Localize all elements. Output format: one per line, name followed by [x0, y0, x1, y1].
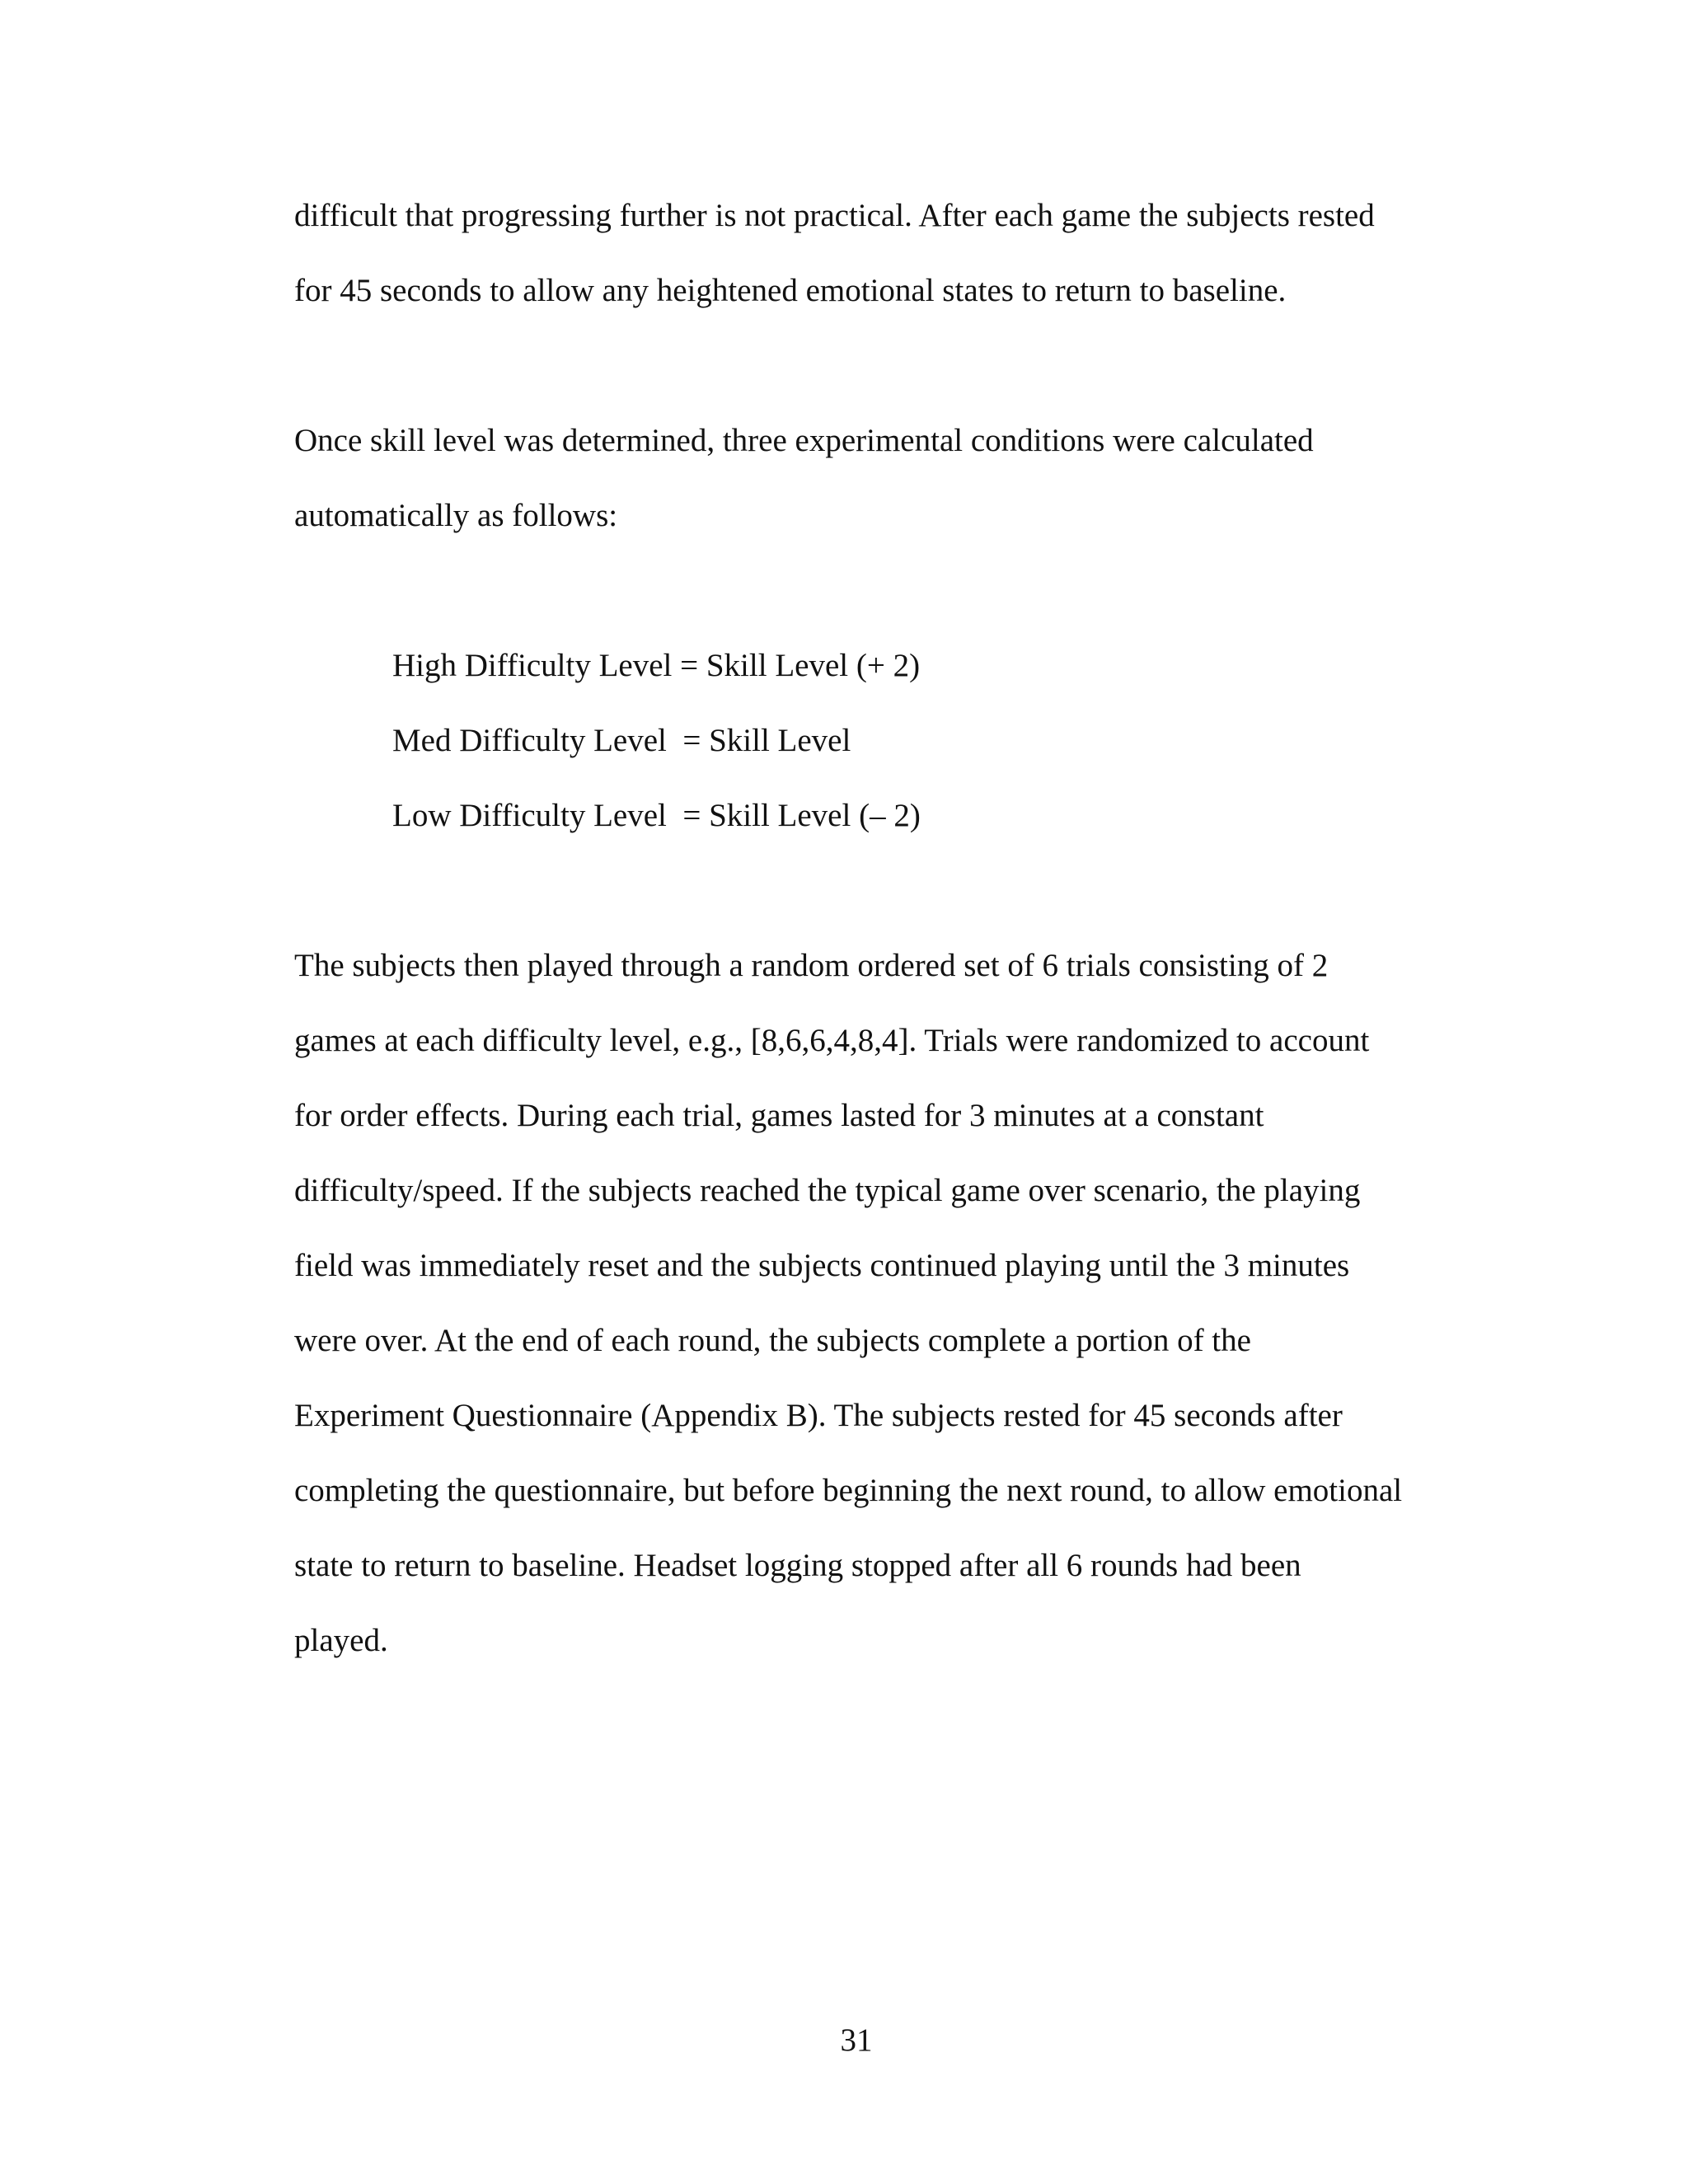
formula-high: [392, 628, 921, 703]
paragraph-line: difficult that progressing further is not practical. After each game the subjects rested: [294, 198, 1375, 233]
paragraph-line: The subjects then played through a random ordered set of 6 trials consisting of 2: [294, 948, 1329, 983]
paragraph-continuation: [294, 178, 1448, 328]
formula-low: [392, 778, 921, 853]
paragraph-line: for 45 seconds to allow any heightened emotional states to return to baseline.: [294, 273, 1287, 308]
paragraph-line: field was immediately reset and the subjects continued playing until the 3 minutes: [294, 1248, 1350, 1283]
formula-label: High Difficulty Level: [392, 648, 673, 683]
formula-label: Low Difficulty Level: [392, 798, 675, 833]
formula-equation: = Skill Level (– 2): [682, 798, 921, 833]
paragraph-line: state to return to baseline. Headset logging stopped after all 6 rounds had been: [294, 1548, 1301, 1583]
paragraph-line: were over. At the end of each round, the subjects complete a portion of the: [294, 1323, 1251, 1358]
paragraph-line: played.: [294, 1623, 388, 1658]
formula-med: [392, 703, 921, 778]
paragraph-line: automatically as follows:: [294, 498, 618, 533]
formula-equation: = Skill Level: [682, 723, 851, 758]
paragraph-line: Once skill level was determined, three experimental conditions were calculated: [294, 423, 1314, 458]
paragraph-line: difficulty/speed. If the subjects reached the typical game over scenario, the playing: [294, 1173, 1361, 1208]
paragraph-line: for order effects. During each trial, games lasted for 3 minutes at a constant: [294, 1098, 1264, 1133]
formula-label: Med Difficulty Level: [392, 723, 675, 758]
paragraph-conditions-intro: [294, 403, 1448, 553]
paragraph-trials: [294, 928, 1448, 1678]
formula-equation: = Skill Level (+ 2): [680, 648, 921, 683]
paragraph-line: games at each difficulty level, e.g., [8,6,6,4,8,4]. Trials were randomized to account: [294, 1023, 1370, 1058]
page-number: 31: [840, 2022, 873, 2058]
paragraph-line: completing the questionnaire, but before beginning the next round, to allow emotional: [294, 1473, 1403, 1508]
paragraph-line: Experiment Questionnaire (Appendix B). The subjects rested for 45 seconds after: [294, 1398, 1343, 1433]
difficulty-formulas: [392, 628, 921, 853]
